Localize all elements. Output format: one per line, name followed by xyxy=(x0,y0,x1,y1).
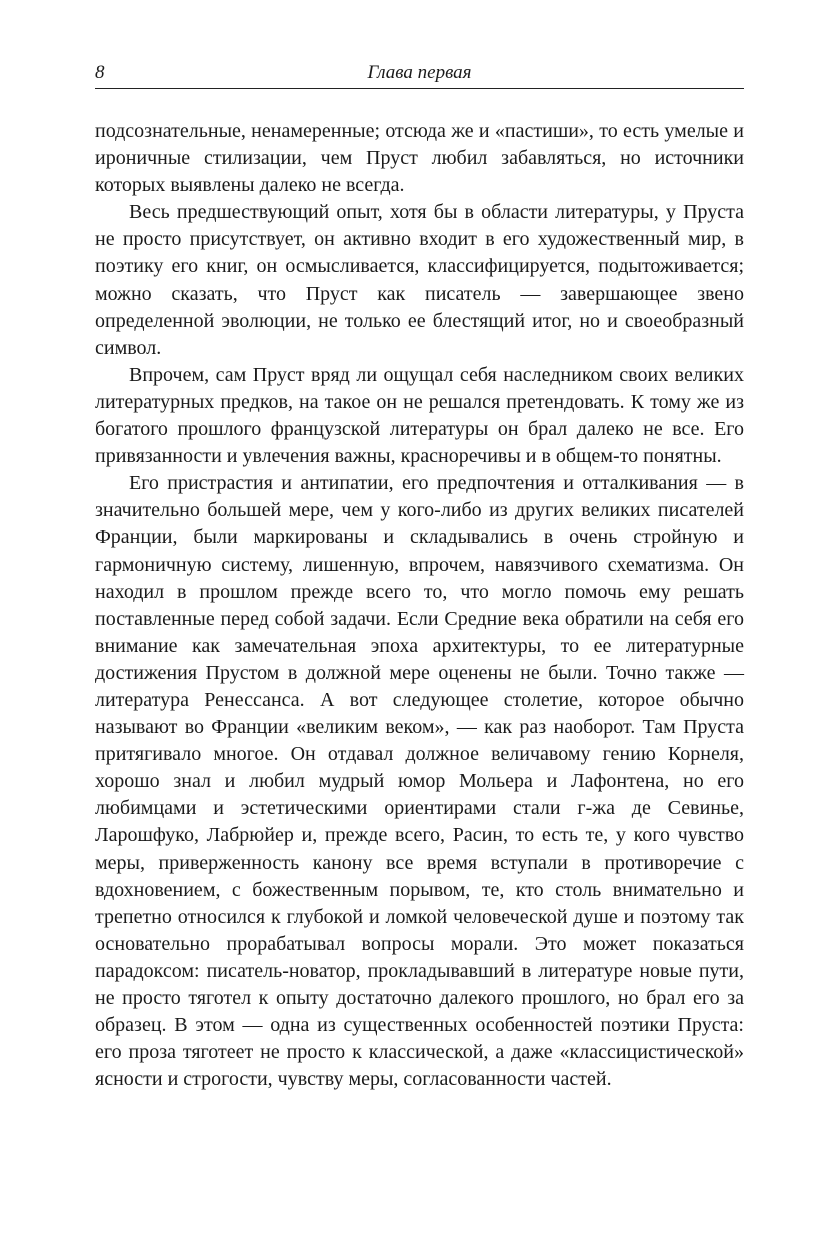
running-head xyxy=(95,58,744,89)
paragraph: Его пристрастия и антипатии, его предпочтения и отталкивания — в значительно большей мере, чем у кого-либо из других великих писателей Франции, были маркированы и складывались в очень стройную и гармоничную систему, лишенную, впрочем, навязчивого схематизма. Он находил в прошлом прежде всего то, что могло помочь ему решать поставленные перед собой задачи. Если Средние века обратили на себя его внимание как замечательная эпоха архитектуры, то ее литературные достижения Прустом в должной мере оценены не были. Точно также — литература Ренессанса. А вот следующее столетие, которое обычно называют во Франции «великим веком», — как раз наоборот. Там Пруста притягивало многое. Он отдавал должное величавому гению Корнеля, хорошо знал и любил мудрый юмор Мольера и Лафонтена, но его любимцами и эстетическими ориентирами стали г-жа де Севинье, Ларошфуко, Лабрюйер и, прежде всего, Расин, то есть те, у кого чувство меры, приверженность канону все время вступали в противоречие с вдохновением, с божественным порывом, те, кто столь внимательно и трепетно относился к глубокой и ломкой человеческой душе и поэтому так основательно прорабатывал вопросы морали. Это может показаться парадоксом: писатель-новатор, прокладывавший в литературе новые пути, не просто тяготел к опыту достаточно далекого прошлого, но брал его за образец. В этом — одна из существенных особенностей поэтики Пруста: его проза тяготеет не просто к классической, а даже «классицистической» ясности и строгости, чувству меры, согласованности частей. xyxy=(95,472,744,1091)
paragraph-continuation: подсознательные, ненамеренные; отсюда же и «пастиши», то есть умелые и ироничные стилизации, чем Пруст любил забавляться, но источники которых выявлены далеко не всегда. xyxy=(95,120,744,197)
book-page xyxy=(95,58,744,1093)
chapter-title: Глава первая xyxy=(367,62,472,83)
paragraph: Весь предшествующий опыт, хотя бы в области литературы, у Пруста не просто присутствует, он активно входит в его художественный мир, в поэтику его книг, он осмысливается, классифицируется, подытоживается; можно сказать, что Пруст как писатель — завершающее звено определенной эволюции, не только ее блестящий итог, но и своеобразный символ. xyxy=(95,201,744,359)
page-number: 8 xyxy=(95,62,105,83)
paragraph: Впрочем, сам Пруст вряд ли ощущал себя наследником своих великих литературных предков, на такое он не решался претендовать. К тому же из богатого прошлого французской литературы он брал далеко не все. Его привязанности и увлечения важны, красноречивы и в общем-то понятны. xyxy=(95,363,744,468)
body-text xyxy=(95,118,744,1093)
